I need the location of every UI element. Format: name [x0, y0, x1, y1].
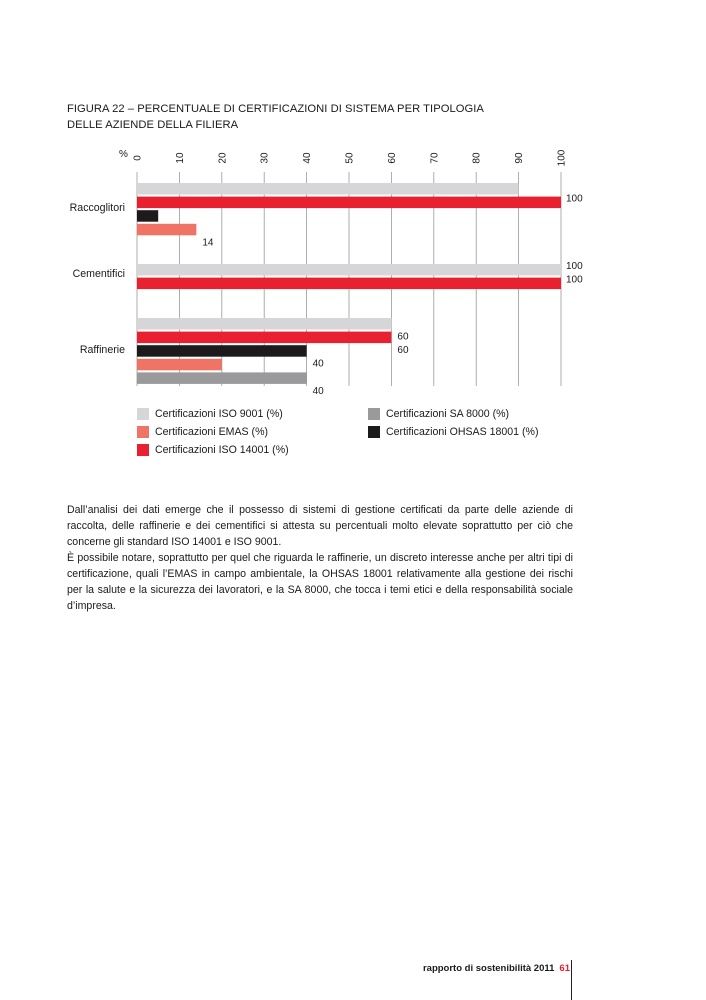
- legend-item-ohsas-18001: [368, 425, 539, 439]
- bar-raccoglitori-iso-14001: [137, 197, 561, 209]
- tick-label-60: 60: [386, 152, 398, 164]
- category-label-raccoglitori: Raccoglitori: [69, 202, 125, 214]
- tick-label-0: 0: [132, 155, 144, 161]
- data-label-raffinerie-ohsas-18001: 40: [312, 358, 324, 370]
- bar-raffinerie-iso-14001: [137, 332, 391, 344]
- category-label-cementifici: Cementifici: [72, 268, 125, 280]
- legend-label-emas: Certificazioni EMAS (%): [155, 426, 269, 438]
- legend-swatch-iso-9001: [137, 408, 149, 420]
- tick-label-90: 90: [514, 152, 526, 164]
- data-label-raccoglitori-emas: 14: [202, 237, 214, 249]
- figure-title-line-1: FIGURA 22 – PERCENTUALE DI CERTIFICAZIONI DI SISTEMA PER TIPOLOGIA: [67, 103, 484, 115]
- bar-raccoglitori-emas: [137, 224, 196, 236]
- page-footer: [400, 963, 570, 974]
- bar-raffinerie-sa-8000: [137, 372, 307, 384]
- tick-label-20: 20: [217, 152, 229, 164]
- tick-label-80: 80: [471, 152, 483, 164]
- body-text: [67, 502, 573, 614]
- legend-label-sa-8000: Certificazioni SA 8000 (%): [386, 408, 510, 420]
- legend-swatch-ohsas-18001: [368, 426, 380, 438]
- bar-raccoglitori-iso-9001: [137, 183, 519, 195]
- data-label-cementifici-iso-9001: 100: [566, 261, 583, 272]
- legend-swatch-emas: [137, 426, 149, 438]
- certifications-bar-chart: [0, 0, 706, 400]
- data-label-raffinerie-sa-8000: 40: [312, 385, 324, 397]
- body-paragraph-2: È possibile notare, soprattutto per quel che riguarda le raffinerie, un discreto interesse anche per altri tipi di certificazione, quali l’EMAS in campo ambientale, la OHSAS 18001 relativamente alla gestione dei rischi per la salute e la sicurezza dei lavoratori, e la SA 8000, che tocca i temi etici e della responsabilità sociale d’impresa.: [67, 552, 573, 612]
- data-label-cementifici-iso-14001: 100: [566, 274, 583, 286]
- legend-item-iso-14001: [137, 443, 289, 457]
- data-label-raffinerie-iso-14001: 60: [397, 345, 409, 357]
- category-label-raffinerie: Raffinerie: [79, 344, 125, 356]
- legend-label-iso-14001: Certificazioni ISO 14001 (%): [155, 444, 289, 456]
- tick-label-70: 70: [429, 152, 441, 164]
- legend-swatch-sa-8000: [368, 408, 380, 420]
- bar-raffinerie-emas: [137, 359, 222, 371]
- legend-swatch-iso-14001: [137, 444, 149, 456]
- bar-cementifici-iso-9001: [137, 264, 561, 276]
- bar-raffinerie-iso-9001: [137, 318, 391, 330]
- footer-page-number: 61: [559, 963, 570, 974]
- body-paragraph-1: Dall’analisi dei dati emerge che il possesso di sistemi di gestione certificati da parte delle aziende di raccolta, delle raffinerie e dei cementifici si attesta su percentuali molto elevate soprattutto per ciò che concerne gli standard ISO 14001 e ISO 9001.: [67, 504, 573, 548]
- tick-label-100: 100: [556, 149, 568, 167]
- data-label-raccoglitori-iso-14001: 100: [566, 193, 583, 205]
- legend-item-iso-9001: [137, 407, 283, 421]
- bar-raffinerie-ohsas-18001: [137, 345, 307, 357]
- figure-title-line-2: DELLE AZIENDE DELLA FILIERA: [67, 119, 239, 131]
- tick-label-50: 50: [344, 152, 356, 164]
- axis-unit-label: %: [119, 149, 128, 160]
- bar-raccoglitori-ohsas-18001: [137, 210, 158, 222]
- tick-label-10: 10: [174, 152, 186, 164]
- footer-report-label: rapporto di sostenibilità 2011: [422, 963, 555, 974]
- tick-label-30: 30: [259, 152, 271, 164]
- footer-divider: [571, 960, 572, 1000]
- bar-cementifici-iso-14001: [137, 278, 561, 290]
- legend-item-emas: [137, 425, 268, 439]
- legend-label-ohsas-18001: Certificazioni OHSAS 18001 (%): [386, 426, 539, 438]
- legend-label-iso-9001: Certificazioni ISO 9001 (%): [155, 408, 283, 420]
- legend-item-sa-8000: [368, 407, 509, 421]
- data-label-raffinerie-iso-9001: 60: [397, 331, 409, 343]
- tick-label-40: 40: [302, 152, 314, 164]
